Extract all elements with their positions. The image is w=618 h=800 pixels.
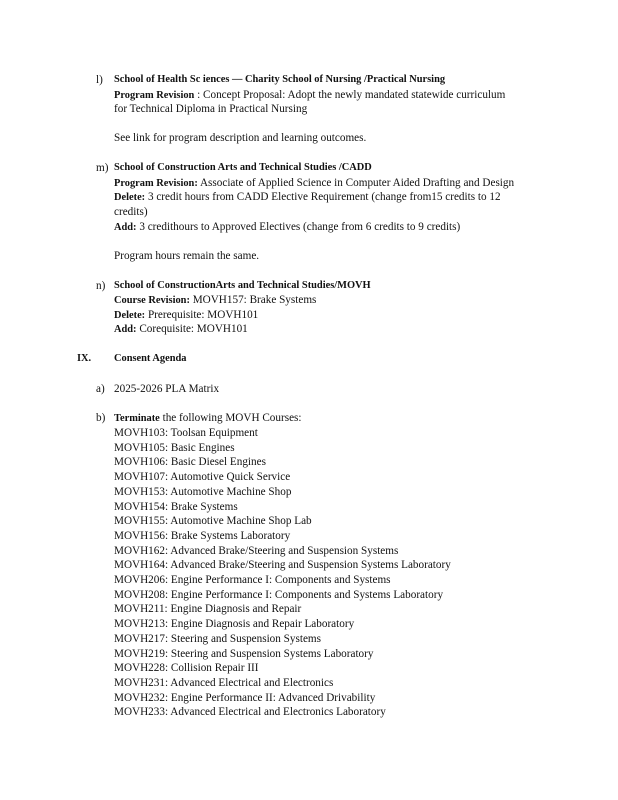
course-item: MOVH217: Steering and Suspension Systems bbox=[114, 632, 321, 645]
consent-a-text: 2025-2026 PLA Matrix bbox=[114, 383, 220, 395]
item-m-delete-cont: credits) bbox=[114, 206, 148, 218]
course-item: MOVH208: Engine Performance I: Components and Systems Laboratory bbox=[114, 588, 444, 601]
item-l-heading: School of Health Sc iences — Charity School of Nursing /Practical Nursing bbox=[114, 74, 446, 85]
course-revision-text: MOVH157: Brake Systems bbox=[189, 294, 317, 306]
consent-a-marker: a) bbox=[96, 383, 105, 395]
item-m-note: Program hours remain the same. bbox=[114, 250, 260, 262]
course-item: MOVH103: Toolsan Equipment bbox=[114, 427, 258, 439]
terminate-text: the following MOVH Courses: bbox=[159, 412, 302, 424]
course-item: MOVH231: Advanced Electrical and Electronics bbox=[114, 676, 334, 689]
course-item: MOVH153: Automotive Machine Shop bbox=[114, 485, 292, 498]
section-numeral: IX. bbox=[77, 353, 92, 364]
item-n-line1 bbox=[114, 293, 316, 308]
item-n-add bbox=[114, 322, 248, 337]
add-label: Add: bbox=[114, 222, 137, 233]
item-n-delete bbox=[114, 308, 258, 323]
item-n-marker: n) bbox=[96, 280, 106, 292]
item-m-delete bbox=[114, 190, 501, 205]
course-item: MOVH107: Automotive Quick Service bbox=[114, 471, 291, 484]
consent-b-heading bbox=[114, 411, 302, 426]
program-revision-text: Associate of Applied Science in Computer Aided Drafting and Design bbox=[197, 177, 515, 189]
course-item: MOVH106: Basic Diesel Engines bbox=[114, 456, 266, 469]
course-revision-label: Course Revision: bbox=[114, 295, 190, 306]
item-m-add bbox=[114, 220, 460, 235]
delete-label: Delete: bbox=[114, 192, 146, 203]
course-item: MOVH213: Engine Diagnosis and Repair Laboratory bbox=[114, 618, 355, 631]
course-item: MOVH233: Advanced Electrical and Electronics Laboratory bbox=[114, 706, 386, 719]
item-m-marker: m) bbox=[96, 162, 109, 174]
course-item: MOVH219: Steering and Suspension Systems Laboratory bbox=[114, 647, 374, 660]
add-label: Add: bbox=[114, 324, 137, 335]
program-revision-label: Program Revision: bbox=[114, 178, 198, 189]
delete-label: Delete: bbox=[114, 310, 146, 321]
delete-text: 3 credit hours from CADD Elective Requirement (change from15 credits to 12 bbox=[145, 191, 501, 203]
course-item: MOVH211: Engine Diagnosis and Repair bbox=[114, 603, 302, 616]
item-m-heading: School of Construction Arts and Technical Studies /CADD bbox=[114, 162, 372, 173]
terminate-label: Terminate bbox=[114, 413, 160, 424]
item-l-marker: l) bbox=[96, 74, 103, 86]
course-item: MOVH206: Engine Performance I: Components and Systems bbox=[114, 574, 391, 586]
course-item: MOVH232: Engine Performance II: Advanced Drivability bbox=[114, 691, 376, 704]
course-item: MOVH228: Collision Repair III bbox=[114, 662, 259, 675]
course-item: MOVH155: Automotive Machine Shop Lab bbox=[114, 515, 312, 528]
item-l-line2: for Technical Diploma in Practical Nursing bbox=[114, 103, 308, 115]
item-n-heading: School of ConstructionArts and Technical Studies/MOVH bbox=[114, 280, 371, 291]
program-revision-label: Program Revision bbox=[114, 90, 195, 101]
course-item: MOVH162: Advanced Brake/Steering and Suspension Systems bbox=[114, 544, 399, 557]
item-l-note: See link for program description and learning outcomes. bbox=[114, 132, 367, 144]
section-title: Consent Agenda bbox=[114, 353, 187, 364]
program-revision-text: : Concept Proposal: Adopt the newly mandated statewide curriculum bbox=[194, 89, 506, 101]
course-item: MOVH156: Brake Systems Laboratory bbox=[114, 529, 291, 542]
delete-text: Prerequisite: MOVH101 bbox=[145, 309, 259, 321]
item-m-line1 bbox=[114, 176, 514, 191]
course-item: MOVH154: Brake Systems bbox=[114, 500, 238, 513]
add-text: Corequisite: MOVH101 bbox=[136, 323, 248, 335]
consent-b-marker: b) bbox=[96, 412, 106, 424]
add-text: 3 credithours to Approved Electives (change from 6 credits to 9 credits) bbox=[136, 221, 461, 233]
course-item: MOVH164: Advanced Brake/Steering and Suspension Systems Laboratory bbox=[114, 559, 451, 572]
item-l-line1 bbox=[114, 88, 505, 103]
course-item: MOVH105: Basic Engines bbox=[114, 441, 235, 454]
